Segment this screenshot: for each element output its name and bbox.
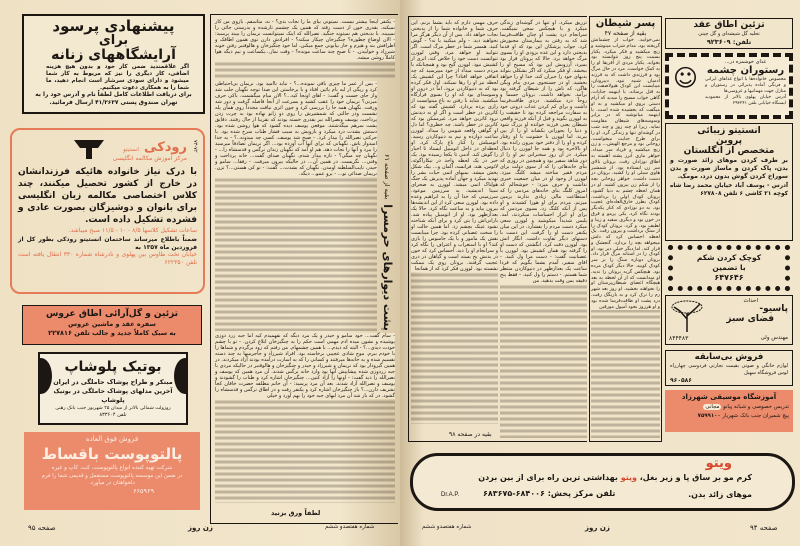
vitol-brand: ویتو [705, 456, 732, 471]
vitol-text-line [478, 473, 752, 482]
story-col-left [411, 20, 498, 424]
story-turn-page-note: لطفاً ورق بزنید [271, 509, 321, 517]
pasio-phone: ۸۴۴۴۸۳ [669, 335, 689, 342]
institute-body: بر طرف کردن موهای زائد صورت و بدن، پاک کردن و ماساژ صورت و بدن سوراخ کردن گوش بدون درد، مومک. [670, 157, 788, 180]
slim-phone: ۶۴۷۶۴۶ [714, 273, 744, 282]
restaurant-address: آدرس خیابان پهلوی بالاتر از محمودیه ایستگاه خیابانی تلفن ۲۹۳۲۴۱ [705, 95, 786, 106]
sale-phone: ۹۶۰۵۸۶ [670, 377, 692, 384]
pasio-kicker: احداث [743, 298, 758, 304]
boutique-phone: تلفن ۸۳۳۶۰۴ [99, 412, 127, 418]
restaurant-name: رستوران چشمه [706, 65, 785, 76]
serial-paragraph: نمی‌خوابید. خواب از چشمانش گریخته بود. مدام شراب مینوشید و رنج میکشید و فکر میکرد. یکبار بسمت پنج روز نتوانسته بود بخوابد. یکبار مردی از آفریقا او را به کمک خواست. مرد در حال مرگ بود و فرزندی داشت که به فرزند آدمیان شبیه نبود. دیبرونان، میبایست این کودک هیولاصفت را به قتل برساند. با اینهمه جنایات، گاهی خواب مسیح را میدید که آرام دستی بروی او میکشید و به او میگفت که بخشیده شده است. با اینهمه میانوشید که در برابر وسوسه‌های شیطان مقاومت نماید. زیرا او چند روز و چند شب در گوشه‌ای تنها و زندگی گرد. او را برای طرح جنایت میخواست. روحانی بود و مرجع الهیش... و زن رنج میکشید و فریاد سر میداد. خواهر ماری آنرز پشته آهسته به اطاق نوزادان رفت. بروتان بالای سر زن ایستاده بود. از شمشیر هاوی سیلی او را کشید. بروتان در دست داشت. خواهر روحانی بچه را از شکم زن بیرون کشید. او در همان لحظه چشم به دنیا گشود. بروتان کودک اولی را برداشت. کودک بطرز خارق‌العاده‌ای عجیب بود. به دو نوزادی که کنار یکدیگر بودند نگاه کرد. یکی پرمو و قرق در خون بود و دیگری سفید و زیبا و لطیف بود. و گرد. بروتان کودک را از سنگ برداشت و بیرون رفت. یک لحظه احساس کرد که دلش میخواهد بچه را بردارد. گنجشک و فرار کند. اما دیگر خیلی دیر بود. او کودک را در آستانه مرگ قرار داد. بروتان دوباره سنگ را بر سر کودک کوبید. حالا دیگر کودک مرده بود. هیچکس گریه بروتان را ندید. او میدانست که از آن لحظه به بعد هیچگاه اعضای شیطان‌پرستان او را نخواهند بخشید. او روز بعد شهر رم را ترک کرد و به بازیگک رفت. درد پشت او طاقت‌فرسا شده بود و او هرروز بخود آمپول مورفین [591, 38, 660, 310]
music-body: تدریس خصوصی و شبانه پیانو [723, 404, 789, 410]
ad-salon-title2: برای [98, 33, 129, 48]
rudaki-body: با درک نیاز خانواده هائیکه فرزندانشان در خارج از کشور تحصیل میکنند، چند کلاس اختصاصی مکالمه زبان انگلیسی برای بانوان و دوشیزگان بصورت عادی و فشرده تشکیل داده است. [18, 167, 197, 225]
boutique-line1: مبتکر و طراح پوشاک حاملگی در ایران [53, 378, 173, 386]
ad-boutique-plushop [38, 352, 188, 425]
sale-title: فروش بی‌سابقه [694, 352, 764, 362]
aqd-title: تزئین اطاق عقد [693, 20, 765, 30]
story-title-strip [379, 81, 397, 331]
paltopost-line1: شرکت تهیه کننده انواع پالتوپوست، کت، کاپ و غیره [51, 465, 173, 471]
rudaki-brand-block [112, 136, 187, 162]
vitol-text-brand: ویتو [620, 473, 637, 482]
magazine-logo: زن روز [585, 524, 610, 532]
pasio-title2: فضای سبز [726, 314, 774, 324]
story-devils-son-main [408, 16, 587, 442]
ad-restaurant-cheshmeh [665, 53, 793, 119]
vitol-text1: کرم مو بر ساق پا و زیر بغل، [639, 473, 752, 482]
ad-parvin-institute [665, 123, 793, 241]
pasio-engineer: مهندس ولی [760, 335, 788, 341]
story-column-paragraph: - پس از عمر ما چیزی باقی نمونده...؟ - نباید ناامید بود. نریمان بی‌احتیاطی کرد و ریگی از لبه بام پائین افتاد و با برخاستن این صدا توجه نگهبان جلب شد واز جای جست و گفت: - اهای اونجا کیه...؟ الان میام میگشمت. باکی حرف میزنی؟ نریمان خود را عقب کشید و بسرعت از آنجا فاصله گرفت و دور شد ورفت. نگهبان همه جا را بررسی کرد و چون اثری نیافت مجدداً روی همان پله نشست ودر حالتی که شمشیرش را روی دو زانو نهاده بود به چرت زدن پرداخت. یوسف ونصرالله نیز بقدری خسته بودند که تقریبا از حال رفتند. دقایق پشت سرهم میگذشتند. موقعی یوسف دیده گشود که هوا روشن شده بود. دستش بشدت درد میکرد و بازویش به سبب فشار طناب سرخ شده بود. با حرکتی نصرالله را بیدار کرد. - صبح شد یوسف. کسی چه میدونه..؟ - به خدا امیدوار باش. نگهبانی که برای آنها آب آورده بود... اگر نریمان تصادفاً میرسید را ببرد و آنها را نجات دهد. هم او آمد که نگهبان زندان نرگس و قدسشاه را... - نگهبان چه میگی؟ - تازه بیدار شدم. نگهبان صدای گفت... خانه پرداخت و وقتی... نگریست. در همین آن... در حالیکه بیرون میرفت. - رفقا... سامو و حیدر، نایب‌السلطنه اومدن. نگهبان که بشدت... گفت: - تو کی هستی...؟ تزن. نریمان صدائی تو... - برو عمو... دیگه. [215, 81, 377, 177]
ad-unprecedented-sale [665, 350, 793, 386]
rudaki-notice: ضمناً باطلاع میرساند ساختمان انستیتو رودکی بطور کل از فروردین ماه ۱۳۵۷ به [18, 236, 197, 251]
music-line [669, 403, 789, 412]
tree-icon [670, 299, 704, 333]
story-harem-walls [210, 14, 398, 524]
institute-title1: انستیتو زیبائی [697, 126, 761, 136]
issue-number: شماره هفتصدو ششم [422, 524, 472, 530]
slim-line1: کوچک کردن شکم [696, 253, 762, 262]
paltopost-title: پالتوپوست باقساط [41, 445, 183, 463]
pasio-title1: پاسیو- [759, 304, 788, 314]
aqd-phone: تلفن: ۹۲۳۶۰۹ [706, 38, 752, 46]
ad-vitol-cream [410, 453, 795, 511]
aqd-line: تحلیه گل شیشه‌ای و گل چینی [698, 31, 760, 37]
institute-title3: متخصص از انگلستان [683, 146, 775, 156]
institute-title2: پروین [715, 136, 743, 146]
rudaki-subtitle: مرکز آموزش مکالمه انگلیسی [112, 155, 187, 162]
ad-paltopost [24, 432, 200, 510]
ad-aqd-decor [665, 18, 793, 49]
paltopost-line2: در ضمن این موسسه پالتوپوست مستعمل و قدیمی شما را فرم دلخواهتان در میآورد. [41, 473, 183, 486]
wedding-line2: سفره عقد و ماشین عروس [68, 320, 156, 328]
boutique-line2: آخرین مدلهای پوشاک حاملگی در بوتیک پلوشاپ [53, 388, 173, 404]
serial-continued-from: بقیه از صفحه ۴۷ [604, 30, 647, 37]
rudaki-logo-icon [72, 138, 106, 160]
story-title: پشت دیوارهای حرمسرا [381, 204, 394, 331]
story-column [215, 81, 377, 331]
ad-salon-contact: برای دریافت اطلاعات کامل لطفاً نام و آدرس خود را به تهران صندوق پستی ۴۱/۳۶۳۷ ارسال فرمائید. [35, 92, 192, 106]
story-continued-note: بقیه در صفحه ۹۸ [449, 431, 492, 438]
ad-salon-title3: آرایشگاههای زنانه [51, 47, 176, 63]
story-col-right [500, 20, 587, 438]
serial-title: پسر شیطان [595, 18, 656, 29]
music-title: آموزشگاه موسیقی شهرزاد [681, 393, 777, 401]
story-col-left-paragraph: حرف مهمی دارم که باید بشما بزنم. این حرف شما و خانواده شما را از بدبختی نجات خواهد داد. پس از آن دیگر هرگز مرا نخواهید دید. - ولم میکنید یا نه؟ - گوش کنید. همسر شما در خطر مرگ است. اگر نتوانید او خواهد مرد. وقتی لوورن نتوانست دست خود را خلاص کند، اثری از کشیش نبود. لوورن گیج بود و همچنانکه با مردم دست میداد از خود میپرسید که چه اتفاقی خواهد افتاد؟ چرا این کشیش یک لحظه نیز او را رها نمیکند. اول فکر کرده بود که به دنیوکاردن برود، اما در درون او وسوسه‌ای بود که او را بسوی قرارگاه میکشید. شاید با رفتن به باغ میتوانست از رازی پرده بردارد. کشیش گفته بود که کاترین در خطر است و اگر او به دیدنش نرود کاترین خواهد مرد. غیرممکن بود که کاترین در خطر باشد. چه خطری؟ اما دل او گواهی واقعه شومی را میداد. لوورن ساعت دوازده و نیم به دنیوکاردن رسید. اتومبیلش را کنار باغ پارک کرد. او لحظه‌ای در داخل اتومبیل ایستاد تا اخبار را گوش کند. آدمی تا بکجا رسیده بود. یک خبر در یک لحظه واحد در نیکاراگوئه، لائوس، هند، فرانسه، آلمان و... بیک شکل پخش میشد. بمبهای اتمی حیات بشر را تهدید میکرد و جهان آماده پذیرش یک جنگ هولناک اتمی میشد. لوورن به صحرای سینا اندیشید، به سرزمین موعود. سرزمینی که خدا آن را به ابراهیم وعده داده بود. لوورن سعی کرد از این اندیشه‌ها بیرون بیاید و به ساعت نگاه کرد. حالا یک بعدازظهر بود. او از اتومبیل پیاده شد. بارانی‌اش را بتن کرد و برای آنکه شناخته نشود عینک بچشم زد. اما همین حالت او را سخت عصبانی کرده بود. چرا میبایست نقش یک مامور و یا یک جاسوس را بازی کند؟ او با استغراب و اعتراف را نگاه کرد و سرانجام او را دید. احساس کرد که خون در بدنش یخ بسته است و گیاهان در دری عجیب گرفتند. بروتان روی یک نیمکت نشسته بود. لوورن فکر کرد که از همانجا [411, 20, 498, 272]
serial-devils-son [589, 16, 662, 442]
serial-text [591, 38, 660, 438]
vitol-phone: تلفن مرکز پخش: ۶۸۴۰۰۶-۶۸۳۶۷۵ [483, 489, 616, 498]
music-address-line [669, 412, 789, 421]
vitol-maker: Dr.A.P. [441, 492, 460, 498]
institute-address: آدرس - یوسف آباد خیابان محمد رضا شاه کوچه ۲۱ کاشی ۶ تلفن ۶۲۷۸۰۸ [670, 183, 788, 197]
boutique-title: بوتیک پلوشاپ [64, 359, 162, 375]
story-bottom-text [215, 333, 395, 503]
restaurant-kicker: غذای خوشمزه در... [724, 59, 767, 65]
rudaki-brand-prefix: انستیتو [123, 147, 139, 153]
right-page [400, 0, 800, 546]
ad-rudaki-institute [10, 128, 205, 294]
page-number-95: صفحه ۹۵ [28, 524, 56, 532]
chef-icon: ☺ [673, 64, 699, 92]
story-top-text [215, 19, 395, 79]
ad-slimming [668, 245, 790, 291]
ad-patio-greenspace [665, 295, 793, 345]
rudaki-hours: ساعات تشکیل کلاسها ۸/۵ - ۱۰ - ۱۱/۵ صبح میباشد. [68, 227, 197, 234]
wedding-line3: به سبک کاملاً جدید و جالب تلفن ۲۲۷۸۱۶ [48, 329, 176, 337]
vitol-text2: بهداشتی ترین راه برای از بین بردن [478, 473, 618, 482]
paltopost-phone: ۶۶۵۹۶۹ [133, 487, 154, 495]
story-bottom-paragraph: - سام گفت... خود سامو و حیدر و یک مرد دیگه که نفهمیدم کیه اما جبه زرد دوزی پوشیده و نشون میده ادم مهمی است حکم را به چنگیزخان ابلاغ کردن. - تو با چشم خودت دیدی...؟ - البته که دیدم... با همین چشمهام. من رفتم که زود برگردم و شماها را با خودم ببرم. موج شادی عجیبی برخاسته بود. افراد شیرزاد و جاجرمیها به چند دسته تقسیم شده و به خانه‌ها میرفتند و کسانی را که به اسارت درآمده بودند آزاد میکردند. در همین گیرودار بود که نریمان و شیرزاد و حیدر و چنگیزخان و هالوقنبر در حالیکه مردی با جبه زردوزی شده پیشاپیش آنها بود وارد خانه نرگس شدند. آن مرد همین که یوسف و نصرالله را دید گفت: - اونها را آزاد کنین... چنگیزخان اشاره کرد و طناب را گشودند و یوسف و نصرالله آزاد شدند. بعد آن مرد پرسید: - آن خانم مطلقه حضرت خاقان کجا تشریف دارن...؟ باز چنگیزخان اشاره کرد و یکنفر رفت و در اطاق نرگس و قدسشاه را گشود. در که باز شد آن مرد لبهای جبه خود را بهم آورد و خیلی [215, 333, 395, 399]
vitol-text3: موهای زائد بدن. [688, 490, 752, 499]
ad-shahrzad-music-school [665, 390, 793, 432]
story-continued-from: بقیه از صفحه ۶۱ [383, 154, 391, 200]
rudaki-brand: رودکی [144, 140, 187, 155]
paltopost-kicker: فروش فوق العاده [85, 435, 139, 443]
sale-body: لوازم خانگی و صوتی بقیمت تجارتی فردوسی چهارراه لوس فروشگاه سهیل [670, 363, 788, 376]
page-number-94: صفحه ۹۴ [750, 524, 778, 532]
story-col-right-paragraph: تزریق میکرد. او تنها در گوشه‌ای زندگی میکرد و با هیچکس سخن نمیگفت. سرانجام درد پشت او چنان طاقت‌فرسا شد که به رفتن به بیمارستان مجبورش کرد. جواب پزشکان این بود که او قدما بدبختی دارد و این غده بزودی او را بسوی مرگ خواهد برد. حالا که پرونان قرار بود بمیرد، آرزویش این بود که مسیح او را ببخشد. او فکر میکرد که اگر بشکلی بتواند بدیهای خود را جبران کند، خدا او را خواهد بخشید. او در جستجوی مردی بنام ویگن هاگن، که ناش را از شیطان گرفته بود برآمد. نخواهد داشت. بروتان جسماً و روحاً درد میکشید. دردی طاقت‌فرسا داشت و برای کم کردن عذاب درونی خود به سفارت مراجعه کرده بود تا حقیقت را به لوورن بگوید و قبل از آنکه فرزند واقعی شیطان یعنی فرزند خوانده او بزرگ شود و دنیا را بجوراتی بکشاند او را از بین ببرند. اما لوورن با خشونت با او رفتار کرده و او را از دفتر خود بیرون رانده بود. او بالاخره بود و همه جا لوورن را دنبال میکرد. در آن روز سخنرانی نیز او را از دور شاهد سفیر بود و همچنین در روزی که بنای خانه‌هائی را که از سوی دولت برای مردم فقیر ساخته میشد کلنگ میزد. لوورن از وجود او در میان جمعیت خبری نداشت و حرف میزد: - خوشحالم که امروز کلنگ بنای خانه‌های مردمی را که استطاعت مالی زیادی ندارند بزمین میزنم. مردم برای او هورا کشیدند و او پس از آنکه کلنگ زد، بسوی مردمی که برای او ابراز احساسات میکردند، آمد. پلیس شدیداً میکوشید و لوورن سعی میکرد دست مردم را بفشارد. در این میان یکنفر دست او را گرفت. این دست با دستهای دیگر تفاوت داشت. انگار اتش بود. لوورن دقت کرد. انگشتی که دست او را گرفته بود همان کشیش بود. لوورن با عصبانیت گفت: - دست مرا ول کنید. - اقای سفیر، آمدم بشما بگویم که فردا ساعت یک بعدازظهر در دنیوکاردن منتظر شما هستم. - دستم را ول کنید. - فقط پنج دقیقه بمن وقت بدهید. من [500, 20, 587, 284]
rudaki-side-code: ۷۳-۷۲ [192, 140, 198, 153]
ad-salon-offer [22, 14, 205, 114]
issue-number: شماره هفتصدو ششم [325, 524, 375, 530]
story-top-paragraph: - یکنفر اینجا بیشتر نیست. نمیتونی بیای ما را نجات بدی؟ - نه، متاسفم. بازوی من کار نمیکنه. بقدری خون از دست رفته که همین یک چشمم تارشده و بدرستی جائی را نمیبینه. با بدبختی هم نمیتونه جنگید. نصرالله که اینک نمیتوانست نریمان را ببیند پرسید: - الان اوضاع چطوره؟ چنگیزخان چیکار میکنه؟ - افرادش دارن توی همون اطاقک و اطرافش بنه و هیزم و خار بیابونی جمع میکنن، اما خود چنگیزخان و هالوقنبر رفتن خونه شیرزاد و خوابیدن. - تا صبح چند ساعت مونده؟ - وقت نماز...یکساعت و نیم دیگه هوا کاملاً روشن میشه. [215, 19, 395, 61]
rudaki-address: خیابان تخت طاوس بین پهلوی و نادرشاه شماره ۳۳۰ انتقال یافته است تلفن ۶۲۲۳۵۰ [18, 251, 197, 266]
restaurant-body: مخصوص خانواده‌ها با انواع غذاهای ایرانی و فرنگی آماده پذیرائی در رستوران و منازل جهت مهمانیها و عروسی‌ها [705, 77, 786, 94]
wedding-title: تزئین و گل‌آرائی اطاق عروس [45, 309, 179, 319]
music-phone: ۷۵۹۹۱۰۰ [697, 413, 721, 419]
ad-wedding-decor [22, 305, 202, 345]
slim-line2: با تضمین [712, 263, 746, 272]
ad-salon-body: اگر علاقمندید ضمن کار خود و بدون هیچ هزینه اضافی، کار دیگری را نیز که مربوط به کار شما میشود و دارای سودی سرشار است انجام دهید، ما شما را به همکاری دعوت میکنیم. [46, 64, 189, 91]
music-free-badge: مجانی [705, 404, 720, 410]
ad-salon-title: پیشنهادی پرسود [52, 17, 175, 35]
music-address: پیچ شمیران جنب بانک شهریار [722, 413, 789, 419]
boutique-address: روزولت شمالی بالاتر از میدان ۲۵ شهریور جنب بانک رهنی [55, 406, 171, 411]
magazine-logo: زن روز [188, 524, 213, 532]
